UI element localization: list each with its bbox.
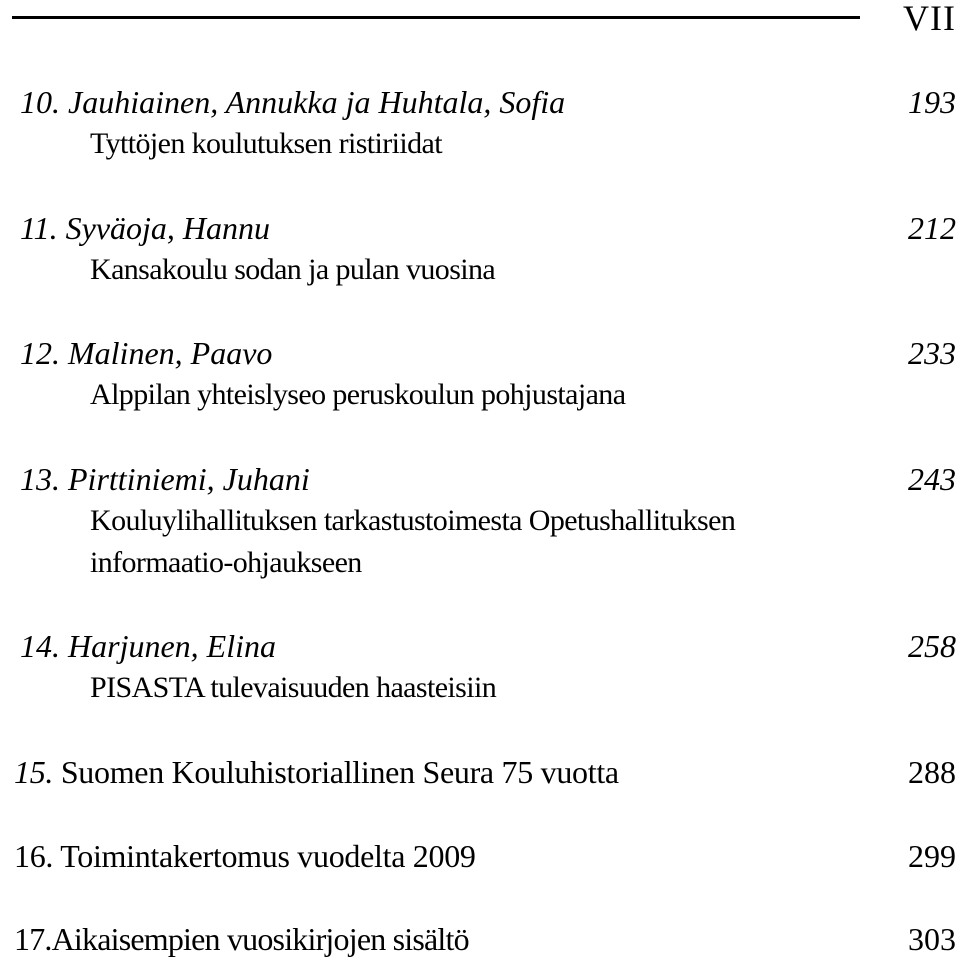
entry-heading — [20, 459, 310, 499]
entry-line — [14, 919, 469, 959]
roman-page-number: VII — [903, 0, 956, 38]
entry-page: 303 — [908, 921, 956, 957]
entry-line — [14, 752, 619, 792]
entry-title: Toimintakertomus vuodelta 2009 — [60, 838, 476, 874]
entry-number: 16. — [14, 838, 54, 874]
entry-line — [14, 836, 476, 876]
entry-number: 10. — [20, 84, 60, 120]
entry-author: Harjunen, Elina — [68, 628, 276, 664]
entry-author: Pirttiniemi, Juhani — [68, 461, 310, 497]
entry-page: 212 — [908, 210, 956, 246]
entry-heading — [20, 333, 272, 373]
entry-page: 193 — [908, 84, 956, 120]
entry-page: 243 — [908, 461, 956, 497]
entry-number: 17. — [14, 921, 52, 957]
entry-title: Kansakoulu sodan ja pulan vuosina — [90, 253, 496, 286]
entry-page: 299 — [908, 838, 956, 874]
entry-title: Aikaisempien vuosikirjojen sisältö — [51, 921, 469, 957]
entry-title: Suomen Kouluhistoriallinen Seura 75 vuotta — [60, 754, 619, 790]
entry-title-continued: informaatio-ohjaukseen — [90, 546, 362, 579]
entry-author: Jauhiainen, Annukka ja Huhtala, Sofia — [68, 84, 566, 120]
entry-number: 12. — [20, 335, 60, 371]
entry-number: 14. — [20, 628, 60, 664]
entry-title: PISASTA tulevaisuuden haasteisiin — [90, 671, 497, 704]
entry-number: 15. — [14, 754, 54, 790]
entry-heading — [20, 208, 270, 248]
entry-page: 233 — [908, 335, 956, 371]
entry-title: Alppilan yhteislyseo peruskoulun pohjustajana — [90, 378, 626, 411]
entry-author: Syväoja, Hannu — [65, 210, 271, 246]
entry-heading — [20, 626, 276, 666]
entry-number: 13. — [20, 461, 60, 497]
entry-page: 288 — [908, 754, 956, 790]
entry-title: Kouluylihallituksen tarkastustoimesta Opetushallituksen — [90, 504, 736, 537]
entry-title: Tyttöjen koulutuksen ristiriidat — [90, 127, 442, 160]
entry-number: 11. — [20, 210, 58, 246]
entry-heading — [20, 82, 565, 122]
header-rule — [12, 16, 860, 19]
entry-author: Malinen, Paavo — [68, 335, 273, 371]
entry-page: 258 — [908, 628, 956, 664]
